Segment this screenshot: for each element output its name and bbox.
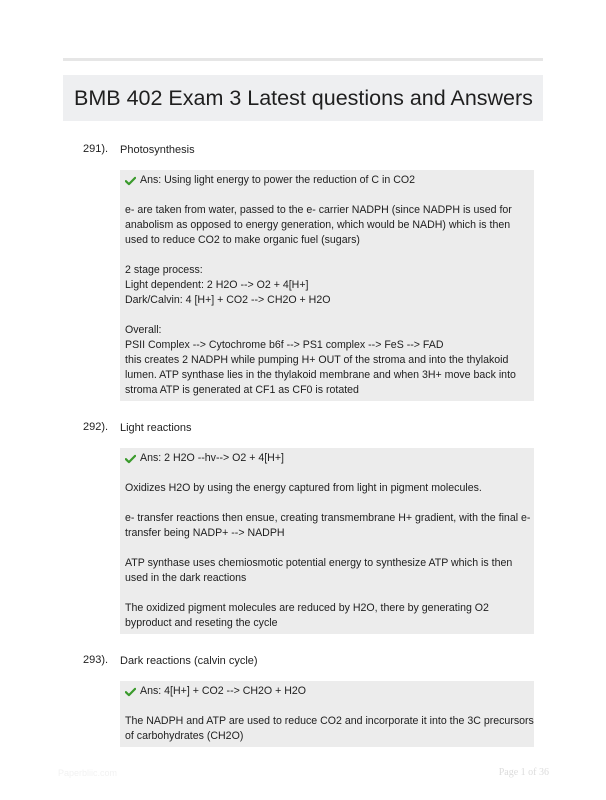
answer-line: Oxidizes H2O by using the energy captured from light in pigment molecules. [125, 482, 482, 494]
answer-lead: Ans: Using light energy to power the reduction of C in CO2 [140, 174, 415, 186]
page-title: BMB 402 Exam 3 Latest questions and Answers [74, 86, 533, 110]
footer-watermark: Paperbliic.com [58, 768, 118, 778]
answer-box [120, 681, 534, 747]
answer-line: PSII Complex --> Cytochrome b6f --> PS1 complex --> FeS --> FAD [125, 339, 444, 351]
answer-lead-row [125, 173, 534, 188]
answer-line: anabolism as opposed to energy generation, which would be NADH) which is then [125, 219, 511, 231]
question-header [0, 654, 606, 674]
answer-line: The oxidized pigment molecules are reduced by H2O, there by generating O2 [125, 602, 489, 614]
answer-line: byproduct and reseting the cycle [125, 617, 278, 629]
question-title: Dark reactions (calvin cycle) [120, 655, 258, 667]
question-item [0, 421, 606, 441]
answer-line: Dark/Calvin: 4 [H+] + CO2 --> CH2O + H2O [125, 294, 331, 306]
paragraph-gap [125, 308, 534, 323]
top-divider [63, 58, 543, 61]
answer-line: stroma ATP is generated at CF1 as CF0 is rotated [125, 384, 359, 396]
paragraph-gap [125, 699, 534, 714]
question-title: Light reactions [120, 422, 192, 434]
answer-line: The NADPH and ATP are used to reduce CO2 and incorporate it into the 3C precursors [125, 715, 534, 727]
answer-line: used in the dark reactions [125, 572, 247, 584]
answer-line: e- transfer reactions then ensue, creating transmembrane H+ gradient, with the final e- [125, 512, 531, 524]
paragraph-gap [125, 188, 534, 203]
answer-line: this creates 2 NADPH while pumping H+ OUT of the stroma and into the thylakoid [125, 354, 509, 366]
question-number: 291). [83, 143, 109, 155]
question-number: 292). [83, 421, 109, 433]
question-header [0, 421, 606, 441]
answer-lead: Ans: 2 H2O --hv--> O2 + 4[H+] [140, 452, 284, 464]
checkmark-icon [125, 454, 136, 464]
answer-line: lumen. ATP synthase lies in the thylakoid membrane and when 3H+ move back into [125, 369, 516, 381]
question-number: 293). [83, 654, 109, 666]
answer-lead-row [125, 451, 534, 466]
answer-line: Light dependent: 2 H2O --> O2 + 4[H+] [125, 279, 309, 291]
paragraph-gap [125, 496, 534, 511]
answer-box [120, 448, 534, 634]
question-title: Photosynthesis [120, 144, 195, 156]
checkmark-icon [125, 176, 136, 186]
answer-lead-row [125, 684, 534, 699]
question-header [0, 143, 606, 163]
paragraph-gap [125, 541, 534, 556]
answer-line: used to reduce CO2 to make organic fuel (sugars) [125, 234, 360, 246]
answer-line: transfer being NADP+ --> NADPH [125, 527, 285, 539]
answer-box [120, 170, 534, 401]
answer-line: 2 stage process: [125, 264, 203, 276]
answer-line: e- are taken from water, passed to the e- carrier NADPH (since NADPH is used for [125, 204, 512, 216]
checkmark-icon [125, 687, 136, 697]
paragraph-gap [125, 586, 534, 601]
title-banner [63, 75, 543, 121]
answer-lead: Ans: 4[H+] + CO2 --> CH2O + H2O [140, 685, 307, 697]
answer-line: of carbohydrates (CH2O) [125, 730, 244, 742]
question-item [0, 143, 606, 163]
paragraph-gap [125, 248, 534, 263]
paragraph-gap [125, 466, 534, 481]
answer-line: Overall: [125, 324, 162, 336]
page-number: Page 1 of 36 [498, 767, 549, 778]
answer-line: ATP synthase uses chemiosmotic potential energy to synthesize ATP which is then [125, 557, 513, 569]
question-item [0, 654, 606, 674]
